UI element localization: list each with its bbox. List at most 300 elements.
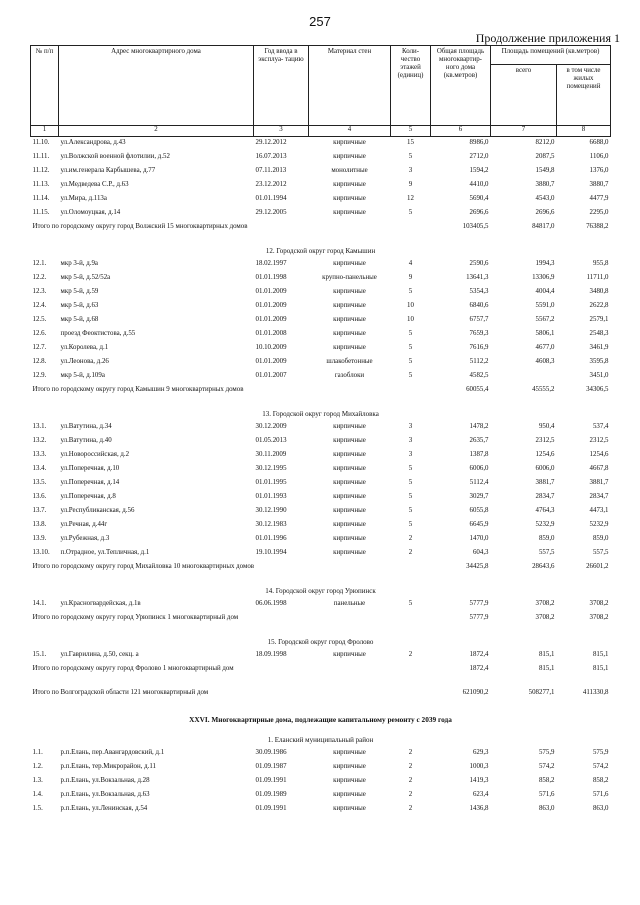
row-number: 1.3. (32, 777, 43, 784)
row-address: ул.Новороссийская, д.2 (60, 451, 130, 458)
row-premises-area: 858,2 (538, 777, 555, 784)
row-address: мкр 5-й, д.59 (60, 288, 99, 295)
total-mikhaylovka (31, 561, 611, 585)
table-row (31, 449, 611, 463)
header-premises-total: всего (491, 65, 557, 126)
row-total-area: 1470,0 (469, 535, 489, 542)
section-frolovo (31, 636, 611, 649)
row-year: 29.12.2012 (255, 139, 287, 146)
table-row (31, 649, 611, 663)
row-floors: 4 (408, 260, 413, 267)
row-material: кирпичные (333, 791, 366, 798)
row-total-area: 604,3 (472, 549, 489, 556)
row-material: кирпичные (333, 139, 366, 146)
row-material: панельные (333, 600, 366, 607)
row-floors: 5 (408, 330, 413, 337)
row-premises-area: 4677,0 (535, 344, 555, 351)
group-frolovo (31, 649, 611, 663)
total-label: Итого по городскому округу город Михайловка 10 многоквартирных домов (32, 563, 255, 570)
row-address: ул.Красногвардейская, д.1в (60, 600, 141, 607)
row-total-area: 2635,7 (469, 437, 489, 444)
row-number: 14.1. (32, 600, 47, 607)
row-number: 13.1. (32, 423, 47, 430)
row-total-area: 5690,4 (469, 195, 489, 202)
row-floors: 2 (408, 535, 413, 542)
row-floors: 2 (408, 651, 413, 658)
row-floors: 3 (408, 423, 413, 430)
total-label: Итого по городскому округу город Фролово 1 многоквартирный дом (32, 665, 234, 672)
row-number: 11.15. (32, 209, 50, 216)
header-floors: Коли- чество этажей (единиц) (391, 46, 431, 126)
row-premises-area: 3708,2 (535, 600, 555, 607)
table-row (31, 165, 611, 179)
row-address: ул.Ватутина, д.34 (60, 423, 112, 430)
row-address: мкр 5-й, д.109а (60, 372, 105, 379)
total-living: 3708,2 (589, 614, 609, 621)
total-row (31, 687, 611, 711)
table-row (31, 300, 611, 314)
row-address: р.п.Елань, ул.Вокзальная, д.63 (60, 791, 150, 798)
row-year: 01.01.2007 (255, 372, 287, 379)
row-floors: 5 (408, 153, 413, 160)
column-number: 5 (391, 126, 431, 137)
row-premises-area: 4608,3 (535, 358, 555, 365)
row-number: 12.1. (32, 260, 47, 267)
row-floors: 5 (408, 493, 413, 500)
row-floors: 5 (408, 600, 413, 607)
row-material: кирпичные (333, 805, 366, 812)
row-floors: 15 (407, 139, 414, 146)
row-premises-area: 815,1 (538, 651, 555, 658)
row-living-area: 2579,1 (589, 316, 609, 323)
row-year: 01.01.2008 (255, 330, 287, 337)
row-living-area: 4667,8 (589, 465, 609, 472)
row-year: 30.11.2009 (255, 451, 287, 458)
row-premises-area: 3881,7 (535, 479, 555, 486)
row-address: ул.Ватутина, д.40 (60, 437, 112, 444)
row-living-area: 575,9 (592, 749, 609, 756)
row-year: 01.01.1995 (255, 479, 287, 486)
total-row (31, 612, 611, 636)
section-xxvi (31, 711, 611, 747)
table-row (31, 151, 611, 165)
row-floors: 9 (408, 181, 413, 188)
row-material: кирпичные (333, 437, 366, 444)
row-living-area: 3708,2 (589, 600, 609, 607)
row-number: 11.12. (32, 167, 50, 174)
row-living-area: 1376,0 (589, 167, 609, 174)
row-total-area: 8986,0 (469, 139, 489, 146)
total-row (31, 384, 611, 408)
row-premises-area: 575,9 (538, 749, 555, 756)
table-row (31, 286, 611, 300)
table-row (31, 789, 611, 803)
row-number: 15.1. (32, 651, 47, 658)
row-address: ул.Поперечная, д.8 (60, 493, 116, 500)
row-address: ул.Оломоуцкая, д.14 (60, 209, 121, 216)
total-row (31, 221, 611, 245)
row-floors: 12 (407, 195, 414, 202)
row-premises-area: 1994,3 (535, 260, 555, 267)
row-premises-area: 5806,1 (535, 330, 555, 337)
row-total-area: 1419,3 (469, 777, 489, 784)
section-title: 12. Городской округ город Камышин (265, 247, 376, 255)
header-address: Адрес многоквартирного дома (59, 46, 254, 126)
total-area: 60055,4 (466, 386, 489, 393)
row-total-area: 13641,3 (466, 274, 489, 281)
row-address: р.п.Елань, ул.Вокзальная, д.28 (60, 777, 150, 784)
row-number: 13.3. (32, 451, 47, 458)
row-material: кирпичные (333, 153, 366, 160)
section-mikhaylovka (31, 408, 611, 421)
row-address: ул.Поперечная, д.10 (60, 465, 120, 472)
section-title: 14. Городской округ город Урюпинск (265, 587, 376, 595)
row-material: кирпичные (333, 465, 366, 472)
row-year: 01.01.1994 (255, 195, 287, 202)
row-total-area: 5112,2 (469, 358, 489, 365)
row-living-area: 571,6 (592, 791, 609, 798)
table-row (31, 463, 611, 477)
row-year: 01.01.1996 (255, 535, 287, 542)
row-premises-area: 4004,4 (535, 288, 555, 295)
row-total-area: 1436,8 (469, 805, 489, 812)
row-living-area: 858,2 (592, 777, 609, 784)
table-row (31, 803, 611, 817)
total-area: 621090,2 (462, 689, 489, 696)
part-title: XXVI. Многоквартирные дома, подлежащие капитальному ремонту с 2039 года (189, 715, 452, 724)
column-number: 1 (31, 126, 59, 137)
row-address: ул.Рубежная, д.3 (60, 535, 110, 542)
row-year: 30.09.1986 (255, 749, 287, 756)
row-total-area: 6757,7 (469, 316, 489, 323)
table-row (31, 179, 611, 193)
row-number: 13.4. (32, 465, 47, 472)
row-number: 12.2. (32, 274, 47, 281)
row-total-area: 3029,7 (469, 493, 489, 500)
table-row (31, 370, 611, 384)
row-number: 12.3. (32, 288, 47, 295)
row-living-area: 557,5 (592, 549, 609, 556)
row-address: ул.Медведева С.Р., д.63 (60, 181, 129, 188)
row-floors: 2 (408, 749, 413, 756)
row-address: ул.им.генерала Карбышева, д.77 (60, 167, 156, 174)
row-floors: 2 (408, 549, 413, 556)
row-premises-area: 8212,0 (535, 139, 555, 146)
table-row (31, 491, 611, 505)
row-premises-area: 2834,7 (535, 493, 555, 500)
row-total-area: 6055,8 (469, 507, 489, 514)
section-kamyshin (31, 245, 611, 258)
column-number: 4 (309, 126, 391, 137)
row-living-area: 4477,9 (589, 195, 609, 202)
row-living-area: 3880,7 (589, 181, 609, 188)
row-year: 29.12.2005 (255, 209, 287, 216)
row-floors: 5 (408, 465, 413, 472)
row-floors: 2 (408, 763, 413, 770)
row-number: 11.13. (32, 181, 50, 188)
row-total-area: 6645,9 (469, 521, 489, 528)
row-premises-area: 557,5 (538, 549, 555, 556)
row-address: ул.Республиканская, д.56 (60, 507, 135, 514)
column-number: 3 (254, 126, 309, 137)
row-living-area: 1254,6 (589, 451, 609, 458)
section-title: 15. Городской округ город Фролово (267, 638, 374, 646)
row-living-area: 2834,7 (589, 493, 609, 500)
housing-table (30, 45, 611, 817)
column-numbers-row (31, 126, 611, 137)
row-total-area: 5112,4 (469, 479, 489, 486)
row-floors: 5 (408, 344, 413, 351)
row-total-area: 6840,6 (469, 302, 489, 309)
row-material: газоблоки (334, 372, 365, 379)
row-living-area: 863,0 (592, 805, 609, 812)
table-row (31, 328, 611, 342)
table-row (31, 342, 611, 356)
row-material: кирпичные (333, 549, 366, 556)
header-total-area: Общая площадь многоквартир- ного дома (кв.метров) (431, 46, 491, 126)
total-row (31, 561, 611, 585)
row-year: 01.09.1989 (255, 791, 287, 798)
row-living-area: 537,4 (592, 423, 609, 430)
row-number: 12.6. (32, 330, 47, 337)
row-living-area: 2548,3 (589, 330, 609, 337)
total-label: Итого по городскому округу город Волжский 15 многоквартирных домов (32, 223, 248, 230)
row-year: 30.12.1983 (255, 521, 287, 528)
row-premises-area: 2696,6 (535, 209, 555, 216)
group-elan (31, 747, 611, 817)
section-uryupinsk (31, 585, 611, 598)
table-row (31, 775, 611, 789)
row-year: 01.01.1998 (255, 274, 287, 281)
row-material: кирпичные (333, 344, 366, 351)
table-row (31, 547, 611, 561)
row-total-area: 1387,8 (469, 451, 489, 458)
table-header (31, 46, 611, 137)
row-total-area: 5354,3 (469, 288, 489, 295)
row-material: кирпичные (333, 288, 366, 295)
row-number: 12.7. (32, 344, 47, 351)
row-premises-area: 1254,6 (535, 451, 555, 458)
row-floors: 3 (408, 167, 413, 174)
total-kamyshin (31, 384, 611, 408)
row-living-area: 2622,8 (589, 302, 609, 309)
row-year: 30.12.1990 (255, 507, 287, 514)
row-address: мкр 5-й, д.52/52а (60, 274, 111, 281)
row-material: кирпичные (333, 535, 366, 542)
row-number: 13.8. (32, 521, 47, 528)
row-total-area: 629,3 (472, 749, 489, 756)
header-year: Год ввода в эксплуа- тацию (254, 46, 309, 126)
row-material: кирпичные (333, 521, 366, 528)
column-number: 7 (491, 126, 557, 137)
total-area: 1872,4 (469, 665, 489, 672)
row-floors: 5 (408, 372, 413, 379)
row-floors: 2 (408, 791, 413, 798)
group-uryupinsk (31, 598, 611, 612)
total-label: Итого по городскому округу город Камышин 9 многоквартирных домов (32, 386, 244, 393)
row-premises-area: 574,2 (538, 763, 555, 770)
header-wall-material: Материал стен (309, 46, 391, 126)
row-material: шлакобетонные (326, 358, 373, 365)
row-material: кирпичные (333, 316, 366, 323)
row-total-area: 4410,0 (469, 181, 489, 188)
row-number: 12.9. (32, 372, 47, 379)
total-area: 103405,5 (462, 223, 489, 230)
table-row (31, 272, 611, 286)
row-floors: 5 (408, 479, 413, 486)
row-number: 12.5. (32, 316, 47, 323)
row-address: ул.Речная, д.44г (60, 521, 108, 528)
row-address: п.Отрадное, ул.Тепличная, д.1 (60, 549, 150, 556)
row-premises-area: 3880,7 (535, 181, 555, 188)
row-premises-area: 13306,9 (532, 274, 555, 281)
row-year: 18.09.1998 (255, 651, 287, 658)
row-material: кирпичные (333, 209, 366, 216)
row-premises-area: 2312,5 (535, 437, 555, 444)
column-number: 6 (431, 126, 491, 137)
row-year: 01.01.1993 (255, 493, 287, 500)
row-year: 30.12.2009 (255, 423, 287, 430)
total-premises: 45555,2 (532, 386, 555, 393)
total-premises: 84817,0 (532, 223, 555, 230)
row-premises-area (491, 370, 557, 384)
row-floors: 5 (408, 521, 413, 528)
table-row (31, 193, 611, 207)
row-year: 23.12.2012 (255, 181, 287, 188)
row-living-area: 4473,1 (589, 507, 609, 514)
section-title: 13. Городской округ город Михайловка (262, 410, 379, 418)
row-material: крупно-панельные (322, 274, 377, 281)
row-number: 13.7. (32, 507, 47, 514)
table-row (31, 314, 611, 328)
row-floors: 9 (408, 274, 413, 281)
row-total-area: 1594,2 (469, 167, 489, 174)
total-area: 5777,9 (469, 614, 489, 621)
row-living-area: 574,2 (592, 763, 609, 770)
total-uryupinsk (31, 612, 611, 636)
total-area: 34425,8 (466, 563, 489, 570)
row-number: 11.10. (32, 139, 50, 146)
row-address: ул.Александрова, д.43 (60, 139, 126, 146)
row-premises-area: 950,4 (538, 423, 555, 430)
row-material: кирпичные (333, 777, 366, 784)
row-year: 01.01.2009 (255, 358, 287, 365)
total-row (31, 663, 611, 687)
row-address: ул.Поперечная, д.14 (60, 479, 120, 486)
row-number: 1.1. (32, 749, 43, 756)
row-floors: 3 (408, 451, 413, 458)
group-kamyshin (31, 258, 611, 384)
row-floors: 5 (408, 288, 413, 295)
row-address: мкр 5-й, д.63 (60, 302, 99, 309)
section-title: 1. Еланский муниципальный район (267, 736, 374, 744)
row-address: ул.Гаврилина, д.50, секц. а (60, 651, 139, 658)
row-year: 01.09.1991 (255, 777, 287, 784)
row-number: 12.8. (32, 358, 47, 365)
row-address: р.п.Елань, тер.Микрорайон, д.11 (60, 763, 156, 770)
row-year: 10.10.2009 (255, 344, 287, 351)
row-total-area: 2712,0 (469, 153, 489, 160)
table-row (31, 761, 611, 775)
row-living-area: 3461,9 (589, 344, 609, 351)
row-number: 13.2. (32, 437, 47, 444)
total-premises: 3708,2 (535, 614, 555, 621)
row-premises-area: 5591,0 (535, 302, 555, 309)
row-material: кирпичные (333, 195, 366, 202)
total-label: Итого по Волгоградской области 121 многоквартирный дом (32, 689, 209, 696)
row-address: р.п.Елань, пер.Авангардовский, д.1 (60, 749, 165, 756)
row-total-area: 1478,2 (469, 423, 489, 430)
row-total-area: 1872,4 (469, 651, 489, 658)
table-row (31, 747, 611, 761)
row-material: кирпичные (333, 763, 366, 770)
row-material: кирпичные (333, 181, 366, 188)
row-address: проезд Феоктистова, д.55 (60, 330, 136, 337)
row-year: 01.01.2009 (255, 302, 287, 309)
total-frolovo (31, 663, 611, 687)
column-number: 8 (557, 126, 611, 137)
total-volzhsky (31, 221, 611, 245)
row-floors: 3 (408, 437, 413, 444)
row-total-area: 4582,5 (469, 372, 489, 379)
row-premises-area: 6006,0 (535, 465, 555, 472)
row-floors: 2 (408, 777, 413, 784)
row-address: ул.Мира, д.113а (60, 195, 107, 202)
row-premises-area: 4764,3 (535, 507, 555, 514)
row-address: мкр 5-й, д.68 (60, 316, 99, 323)
total-living: 76388,2 (586, 223, 609, 230)
table-row (31, 505, 611, 519)
total-label: Итого по городскому округу город Урюпинск 1 многоквартирный дом (32, 614, 239, 621)
table-row (31, 598, 611, 612)
row-living-area: 5232,9 (589, 521, 609, 528)
row-material: кирпичные (333, 330, 366, 337)
row-address: мкр 3-й, д.9а (60, 260, 98, 267)
row-living-area: 3881,7 (589, 479, 609, 486)
row-premises-area: 863,0 (538, 805, 555, 812)
row-total-area: 6006,0 (469, 465, 489, 472)
table-row (31, 519, 611, 533)
row-material: кирпичные (333, 493, 366, 500)
row-material: кирпичные (333, 651, 366, 658)
row-premises-area: 859,0 (538, 535, 555, 542)
table-row (31, 477, 611, 491)
total-premises: 508277,1 (528, 689, 555, 696)
row-floors: 10 (407, 302, 414, 309)
row-address: ул.Волжской военной флотилии, д.52 (60, 153, 170, 160)
total-premises: 815,1 (538, 665, 555, 672)
row-address: ул.Королева, д.1 (60, 344, 109, 351)
total-living: 34306,5 (586, 386, 609, 393)
total-region (31, 687, 611, 711)
row-floors: 5 (408, 209, 413, 216)
row-living-area: 815,1 (592, 651, 609, 658)
row-material: кирпичные (333, 423, 366, 430)
row-total-area: 2696,6 (469, 209, 489, 216)
total-premises: 28643,6 (532, 563, 555, 570)
row-material: кирпичные (333, 749, 366, 756)
row-number: 1.2. (32, 763, 43, 770)
row-total-area: 2590,6 (469, 260, 489, 267)
row-living-area: 3451,0 (589, 372, 609, 379)
row-number: 1.5. (32, 805, 43, 812)
row-number: 11.14. (32, 195, 50, 202)
row-year: 18.02.1997 (255, 260, 287, 267)
row-address: р.п.Елань, ул.Ленинская, д.54 (60, 805, 148, 812)
row-premises-area: 1549,8 (535, 167, 555, 174)
row-material: кирпичные (333, 302, 366, 309)
row-total-area: 7659,3 (469, 330, 489, 337)
